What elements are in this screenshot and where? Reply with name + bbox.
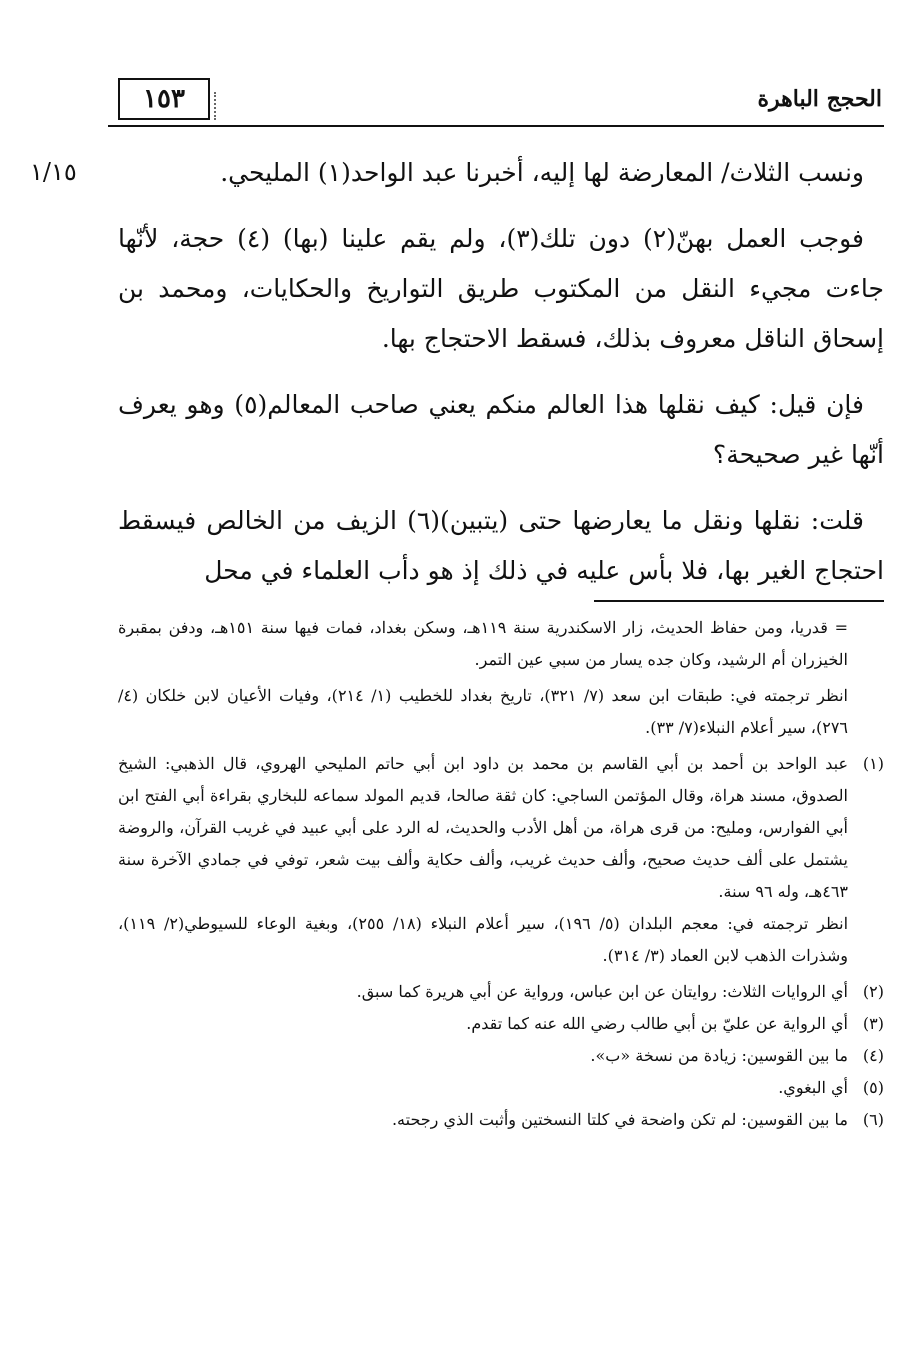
footnote-number: (٣)	[862, 1014, 884, 1033]
footnote-5	[118, 1072, 884, 1104]
footnote-text: أي الرواية عن عليّ بن أبي طالب رضي الله عنه كما تقدم.	[466, 1014, 848, 1033]
main-paragraph: ونسب الثلاث/ المعارضة لها إليه، أخبرنا عبد الواحد(١) المليحي.	[220, 158, 864, 187]
footnote-2	[118, 976, 884, 1008]
footnote-text: ما بين القوسين: لم تكن واضحة في كلتا النسختين وأثبت الذي رجحته.	[391, 1110, 848, 1129]
footnote-number: (٥)	[862, 1078, 884, 1097]
footnote-3	[118, 1008, 884, 1040]
footnote-6	[118, 1104, 884, 1136]
main-paragraph: فإن قيل: كيف نقلها هذا العالم منكم يعني صاحب المعالم(٥) وهو يعرف أنّها غير صحيحة؟	[118, 390, 884, 469]
footnote-continuation: = قدريا، ومن حفاظ الحديث، زار الاسكندرية سنة ١١٩هـ، وسكن بغداد، فمات فيها سنة ١٥١هـ، ودفن بمقبرة الخيزران أم الرشيد، وكان جده يسار من سبي عين التمر.	[118, 618, 848, 669]
footnote-1	[118, 748, 884, 908]
footnote-number: (٢)	[862, 982, 884, 1001]
footnote-text: أي البغوي.	[778, 1078, 848, 1097]
footnote-number: (٤)	[862, 1046, 884, 1065]
footnote-text: ما بين القوسين: زيادة من نسخة «ب».	[590, 1046, 848, 1065]
header-rule	[108, 125, 884, 127]
footnote-number: (٦)	[862, 1110, 884, 1129]
footnote-sources: انظر ترجمته في: معجم البلدان (٥/ ١٩٦)، سير أعلام النبلاء (١٨/ ٢٥٥)، وبغية الوعاء للسيوطي(٢/ ١١٩)، وشذرات الذهب لابن العماد (٣/ ٣١٤).	[118, 914, 849, 965]
footnote-text: عبد الواحد بن أحمد بن أبي القاسم بن محمد بن داود ابن أبي حاتم المليحي الهروي، قال الذهبي: الشيخ الصدوق، مسند هراة، وقال المؤتمن الساجي: كان ثقة صالحا، قديم المولد سماعه للبخاري بقراءة أبي الفتح ابن أبي الفوارس، ومليح: من قرى هراة، من أهل الأدب والحديث، له الرد على أبي عبيد في غريب القرآن، والروضة يشتمل على ألف حديث صحيح، وألف حديث غريب، وألف حكاية وألف بيت شعر، توفي في جمادي الآخرة سنة ٤٦٣هـ، وله ٩٦ سنة.	[118, 754, 849, 901]
footnote-continuation: انظر ترجمته في: طبقات ابن سعد (٧/ ٣٢١)، تاريخ بغداد للخطيب (١/ ٢١٤)، وفيات الأعيان لابن خلكان (٤/ ٢٧٦)، سير أعلام النبلاء(٧/ ٣٣).	[118, 686, 848, 737]
footnote-text: أي الروايات الثلاث: روايتان عن ابن عباس، ورواية عن أبي هريرة كما سبق.	[356, 982, 848, 1001]
main-paragraph: قلت: نقلها ونقل ما يعارضها حتى (يتبين)(٦) الزيف من الخالص فيسقط احتجاج الغير بها، فلا بأس عليه في ذلك إذ هو دأب العلماء في محل	[118, 506, 884, 585]
book-title: الحجج الباهرة	[757, 86, 882, 112]
footnotes	[118, 612, 884, 1136]
margin-reference: ١/١٥	[30, 158, 77, 186]
footnote-number: (١)	[862, 754, 884, 773]
footnote-4	[118, 1040, 884, 1072]
scan-mark	[214, 92, 218, 120]
main-paragraph: فوجب العمل بهنّ(٢) دون تلك(٣)، ولم يقم علينا (بها) (٤) حجة، لأنّها جاءت مجيء النقل من المكتوب طريق التواريخ والحكايات، ومحمد بن إسحاق الناقل معروف بذلك، فسقط الاحتجاج بها.	[118, 224, 884, 353]
footnote-divider	[594, 600, 884, 602]
main-text	[118, 148, 884, 612]
page-number: ١٥٣	[118, 78, 210, 120]
